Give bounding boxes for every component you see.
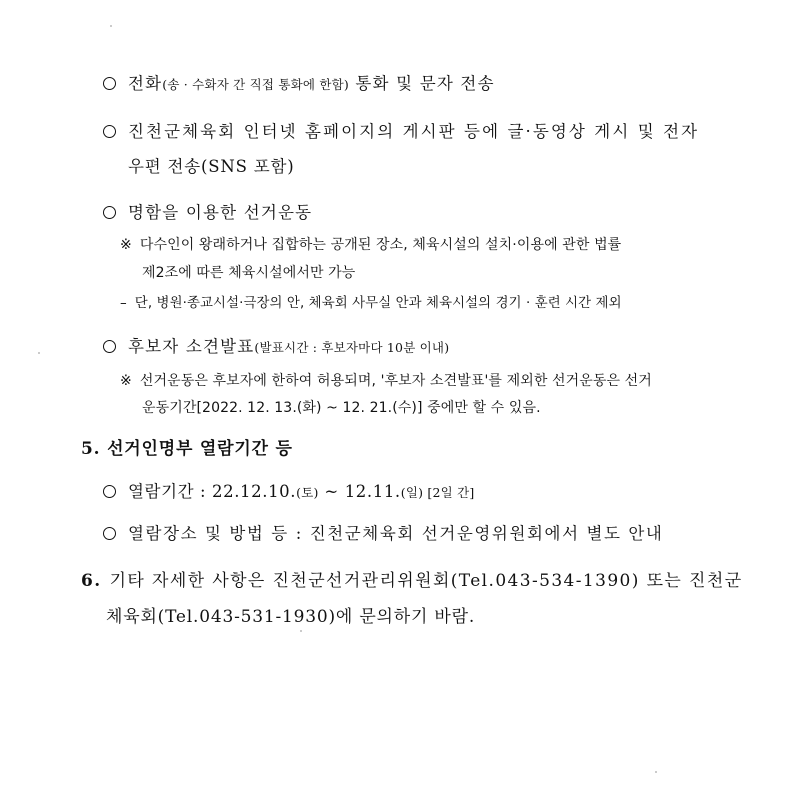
note-2-line1: 선거운동은 후보자에 한하여 허용되며, '후보자 소견발표'를 제외한 선거운동은 선거 [139, 373, 652, 389]
item-business-card [103, 199, 312, 223]
item-tail: 통화 및 문자 전송 [348, 74, 495, 93]
note-2 [120, 370, 652, 390]
period-day1: (토) [296, 485, 319, 500]
circle-bullet-icon [103, 77, 116, 90]
circle-bullet-icon [103, 206, 116, 219]
dash-mark: – [120, 296, 127, 311]
item-phone [103, 70, 495, 94]
note-1-line1: 다수인이 왕래하거나 집합하는 공개된 장소, 체육시설의 설치·이용에 관한 법률 [139, 237, 622, 253]
item-homepage-cont: 우편 전송(SNS 포함) [128, 157, 295, 176]
item-main: 명함을 이용한 선거운동 [128, 203, 313, 222]
period-day2: (일) [400, 485, 424, 500]
section-6-number: 6. [81, 571, 102, 591]
circle-bullet-icon [103, 340, 116, 353]
note-1-dash [120, 292, 622, 311]
reference-mark: ※ [120, 237, 132, 253]
item-speech [103, 333, 449, 357]
circle-bullet-icon [103, 485, 116, 498]
note-1-dash-text: 단, 병원·종교시설·극장의 안, 체육회 사무실 안과 체육시설의 경기 · 훈련 시간 제외 [134, 296, 622, 311]
item-sub: (송 · 수화자 간 직접 통화에 한함) [162, 77, 349, 92]
section-6-line2: 체육회(Tel.043-531-1930)에 문의하기 바람. [106, 607, 476, 627]
period-tail: [2일 간] [423, 485, 475, 500]
section-6 [81, 566, 743, 591]
place-text: 열람장소 및 방법 등 : 진천군체육회 선거운영위원회에서 별도 안내 [128, 524, 664, 543]
note-2-line2: 운동기간[2022. 12. 13.(화) ~ 12. 21.(수)] 중에만 할 수 있음. [142, 400, 541, 416]
item-sub: (발표시간 : 후보자마다 10분 이내) [254, 340, 450, 355]
item-main: 전화 [128, 74, 163, 93]
item-main: 후보자 소견발표 [128, 337, 255, 356]
note-1-line2: 제2조에 따른 체육시설에서만 가능 [142, 265, 356, 281]
item-viewing-period [103, 478, 474, 502]
item-viewing-place [103, 520, 663, 544]
section-5-heading: 5. 선거인명부 열람기간 등 [81, 439, 293, 459]
circle-bullet-icon [103, 125, 116, 138]
reference-mark: ※ [120, 373, 132, 389]
period-main: 열람기간 : 22.12.10. [128, 482, 297, 501]
period-mid: ~ 12.11. [318, 482, 401, 501]
item-homepage [103, 118, 699, 142]
note-1 [120, 234, 621, 254]
section-6-line1: 기타 자세한 사항은 진천군선거관리위원회(Tel.043-534-1390) 또는 진천군 [109, 571, 743, 591]
circle-bullet-icon [103, 527, 116, 540]
item-line1: 진천군체육회 인터넷 홈페이지의 게시판 등에 글·동영상 게시 및 전자 [128, 122, 700, 141]
